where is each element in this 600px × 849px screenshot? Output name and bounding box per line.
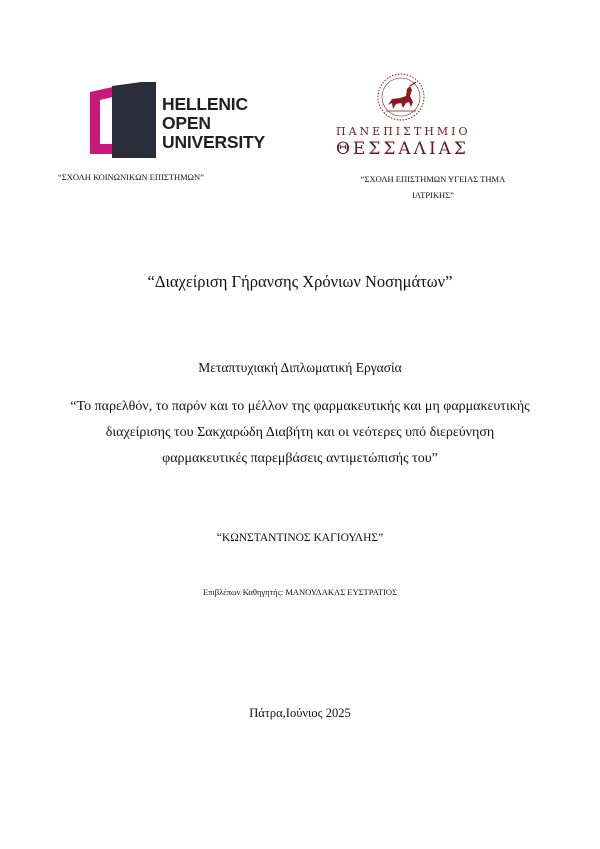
- thesis-title: “Το παρελθόν, το παρόν και το μέλλον της φαρμακευτικής και μη φαρμακευτικής διαχείρισης του Σακχαρώδη Διαβήτη και οι νεότερες υπό διερεύνηση φαρμακευτικές παρεμβάσεις αντιμετώπισής του”: [70, 399, 530, 466]
- hou-logo-line3: UNIVERSITY: [162, 132, 266, 152]
- author-name: “ΚΩΝΣΤΑΝΤΙΝΟΣ ΚΑΓΙΟΥΛΗΣ”: [216, 532, 384, 544]
- supervisor-label: Επιβλέπων Καθηγητής:: [202, 587, 284, 597]
- hou-logo-text: [162, 95, 265, 152]
- supervisor-name: ΜΑΝΟΥΛΑΚΑΣ ΕΥΣΤΡΑΤΙΟΣ: [285, 587, 398, 597]
- school-health-sciences: [338, 171, 528, 203]
- centaur-seal-icon: [376, 72, 426, 122]
- thesis-type: Μεταπτυχιακή Διπλωματική Εργασία: [198, 360, 402, 375]
- uth-logo-line1: ΠΑΝΕΠΙΣΤΗΜΙΟ: [336, 125, 471, 138]
- hou-logo-line2: OPEN: [162, 113, 211, 133]
- university-of-thessaly-logo: [336, 72, 476, 164]
- supervisor: [0, 587, 600, 597]
- uth-logo-line2: ΘΕΣΣΑΛΙΑΣ: [336, 139, 469, 159]
- program-title: “Διαχείριση Γήρανσης Χρόνιων Νοσημάτων”: [147, 272, 453, 291]
- hou-logo-line1: HELLENIC: [162, 94, 248, 114]
- hellenic-open-university-logo: [86, 82, 266, 160]
- school-health-sciences-line1: “ΣΧΟΛΗ ΕΠΙΣΤΗΜΩΝ ΥΓΕΙΑΣ ΤΗΜΑ: [360, 174, 506, 184]
- school-health-sciences-line2: ΙΑΤΡΙΚΗΣ”: [412, 190, 454, 200]
- place-date: Πάτρα,Ιούνιος 2025: [249, 706, 351, 720]
- school-social-sciences: “ΣΧΟΛΗ ΚΟΙΝΩΝΙΚΩΝ ΕΠΙΣΤΗΜΩΝ”: [58, 172, 204, 182]
- hou-logo-mark-icon: [86, 82, 158, 158]
